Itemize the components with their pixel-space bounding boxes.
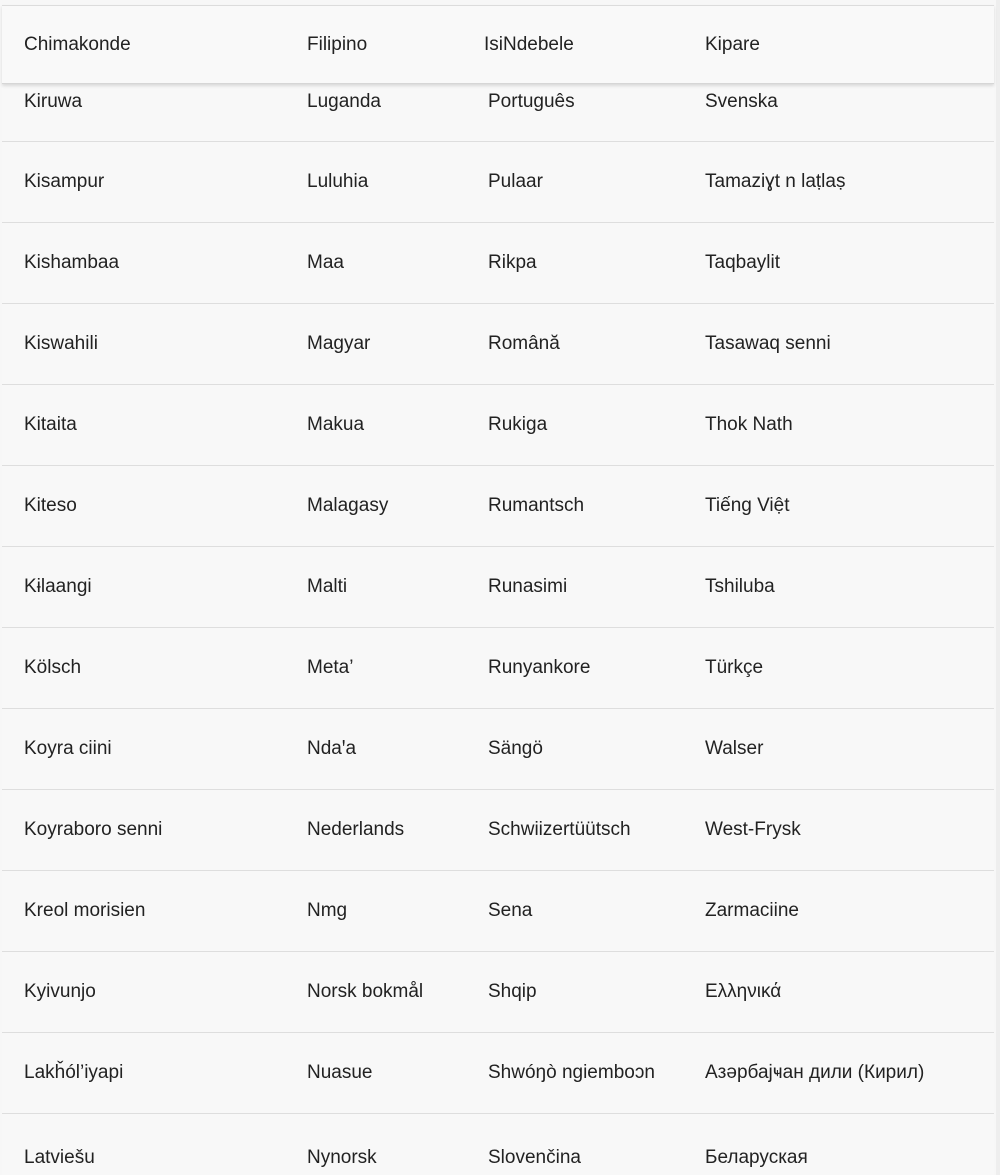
language-item[interactable]: Nmg [307, 900, 348, 921]
language-item[interactable]: Türkçe [705, 657, 764, 678]
language-row [2, 466, 994, 547]
language-item[interactable]: Nederlands [307, 819, 405, 840]
language-item[interactable]: Kitaita [24, 414, 77, 435]
language-item[interactable]: Luluhia [307, 171, 369, 192]
pinned-language-row [2, 5, 994, 84]
language-item[interactable]: Runasimi [488, 576, 568, 597]
language-item[interactable]: Tamaziɣt n laṭlaṣ [705, 171, 846, 192]
language-item[interactable]: Thok Nath [705, 414, 793, 435]
language-item[interactable]: West-Frysk [705, 819, 801, 840]
language-item[interactable]: Maa [307, 252, 344, 273]
language-item[interactable]: Taqbaylit [705, 252, 780, 273]
language-item[interactable]: Malagasy [307, 495, 389, 516]
language-item[interactable]: Pulaar [488, 171, 543, 192]
language-item[interactable]: Shwóŋò ngiemboɔn [488, 1062, 655, 1083]
language-row [2, 304, 994, 385]
language-item[interactable]: Koyra ciini [24, 738, 112, 759]
language-item[interactable]: Magyar [307, 333, 371, 354]
language-item[interactable]: Nynorsk [307, 1147, 377, 1168]
language-row [2, 547, 994, 628]
language-item[interactable]: Schwiizertüütsch [488, 819, 631, 840]
language-row [2, 223, 994, 304]
language-item[interactable]: Tshiluba [705, 576, 775, 597]
language-item[interactable]: Kreol morisien [24, 900, 146, 921]
language-item[interactable]: Rikpa [488, 252, 537, 273]
language-item[interactable]: Kiruwa [24, 91, 83, 112]
language-row [2, 709, 994, 790]
language-item[interactable]: Nuasue [307, 1062, 373, 1083]
language-item[interactable]: Chimakonde [24, 33, 131, 55]
language-item[interactable]: Kishambaa [24, 252, 120, 273]
language-item[interactable]: Română [488, 333, 560, 354]
language-item[interactable]: Kiswahili [24, 333, 98, 354]
scrollbar-track[interactable] [996, 0, 1000, 1175]
language-item[interactable]: Luganda [307, 91, 381, 112]
language-item[interactable]: Rumantsch [488, 495, 585, 516]
language-item[interactable]: Português [488, 91, 575, 112]
language-item[interactable]: Kiteso [24, 495, 77, 516]
language-row [2, 1033, 994, 1114]
language-item[interactable]: Slovenčina [488, 1147, 581, 1168]
language-item[interactable]: Malti [307, 576, 348, 597]
language-row [2, 385, 994, 466]
language-item[interactable]: Koyraboro senni [24, 819, 163, 840]
language-item[interactable]: Ndaꞌa [307, 738, 357, 759]
language-item[interactable]: Lakȟól’iyapi [24, 1062, 124, 1083]
language-item[interactable]: Kisampur [24, 171, 105, 192]
language-item[interactable]: Shqip [488, 981, 537, 1002]
language-item[interactable]: Makua [307, 414, 365, 435]
language-item[interactable]: Rukiga [488, 414, 548, 435]
language-row [2, 142, 994, 223]
language-item[interactable]: Tasawaq senni [705, 333, 831, 354]
language-item[interactable]: Walser [705, 738, 764, 759]
language-item[interactable]: Kölsch [24, 657, 82, 678]
language-item[interactable]: Sena [488, 900, 533, 921]
language-item[interactable]: Latviešu [24, 1147, 95, 1168]
language-item[interactable]: Tiếng Việt [705, 495, 790, 516]
language-item[interactable]: Kyivunjo [24, 981, 96, 1002]
language-item[interactable]: Азәрбајҹан дили (Кирил) [705, 1062, 925, 1083]
language-item[interactable]: Filipino [307, 33, 368, 55]
language-row [2, 790, 994, 871]
language-item[interactable]: Zarmaciine [705, 900, 799, 921]
language-item[interactable]: Runyankore [488, 657, 591, 678]
language-item[interactable]: Kɨlaangi [24, 576, 92, 597]
language-item[interactable]: Norsk bokmål [307, 981, 424, 1002]
language-item[interactable]: Беларуская [705, 1147, 808, 1168]
language-row [2, 952, 994, 1033]
language-item[interactable]: Kipare [705, 33, 760, 55]
language-row [2, 628, 994, 709]
language-row [2, 871, 994, 952]
language-item[interactable]: Svenska [705, 91, 778, 112]
language-item[interactable]: Sängö [488, 738, 543, 759]
language-row [2, 1114, 994, 1175]
language-item[interactable]: IsiNdebele [484, 33, 574, 55]
language-item[interactable]: Meta’ [307, 657, 354, 678]
language-item[interactable]: Ελληνικά [705, 981, 782, 1002]
language-row [2, 82, 994, 142]
